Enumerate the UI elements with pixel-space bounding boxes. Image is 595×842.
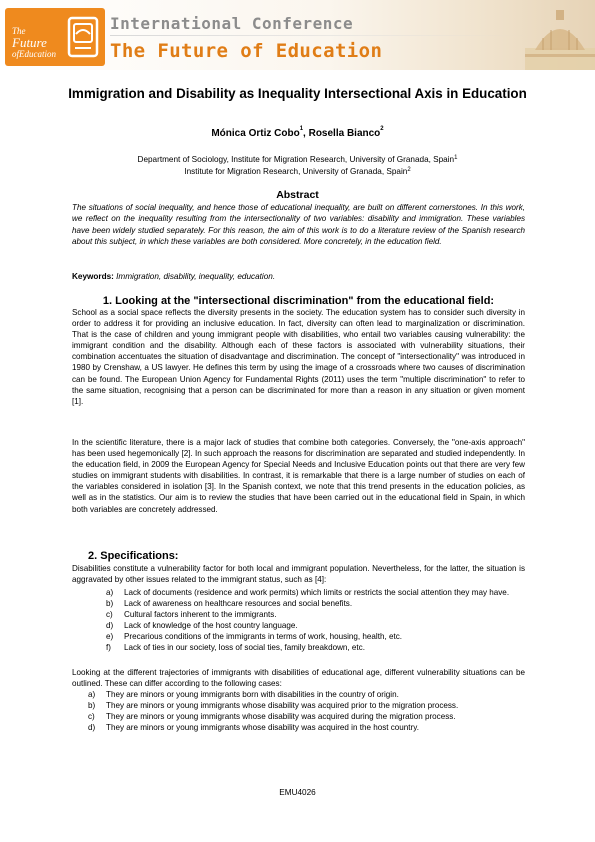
conference-banner	[0, 0, 595, 70]
affiliation-text: Institute for Migration Research, University of Granada, Spain	[184, 167, 408, 176]
list-item	[106, 620, 525, 631]
trajectory-cases-list	[88, 689, 525, 733]
list-marker: d)	[106, 621, 114, 631]
abstract-heading: Abstract	[276, 189, 319, 201]
author-list	[60, 128, 535, 139]
list-item-text: Lack of knowledge of the host country language.	[124, 621, 298, 631]
keywords-value: Immigration, disability, inequality, education.	[116, 272, 276, 281]
list-item-text: They are minors or young immigrants whose disability was acquired prior to the migration process.	[106, 701, 459, 711]
list-marker: b)	[106, 599, 114, 609]
section-1-paragraph-1: School as a social space reflects the diversity presents in the society. The education system has to consider such diversity in order to address it for providing an inclusive education. In fact, diversity can often lead to marginalization or discrimination. That is the case of children and young immigrant people with disabilities, who entail two variables causing vulnerability: the immigrant condition and the disability. Although each of these factors is associated with vulnerability situations, their combination accentuates the situation of disadvantage and discrimination. The concept of "intersectionality" was introduced in 1980 by Crenshaw, a US lawyer. He defines this term by using the image of a crossroads where two causes of discrimination can be found. The European Union Agency for Fundamental Rights (2011) uses the term "multiple discrimination" to refer to the same situation, recognising that a person can be discriminated for more than a reason in any situation or given moment [1].	[72, 308, 525, 406]
abstract-body: The situations of social inequality, and hence those of educational inequality, are built on different cornerstones. In this work, we reflect on the inequality resulting from the intersectionality of two variables: disability and immigration. These variables have been widely studied separately. For this reason, the aim of this work is to do a literature review of the Spanish research about this subject, in which these variables are both considered. More concretely, in the education field.	[72, 203, 525, 246]
list-item-text: Lack of ties in our society, loss of social ties, family breakdown, etc.	[124, 643, 365, 653]
list-item	[106, 587, 525, 598]
list-item-text: Lack of awareness on healthcare resources and social benefits.	[124, 599, 353, 609]
list-item	[106, 631, 525, 642]
list-item	[106, 609, 525, 620]
author-name: Rosella Bianco	[308, 128, 381, 139]
section-2-paragraph-1: Disabilities constitute a vulnerability factor for both local and immigrant population. Nevertheless, for the latter, the situation is aggravated by other issues related to the immigrant status, such as [4]:	[72, 564, 525, 585]
list-item-text: They are minors or young immigrants whose disability was acquired in the host country.	[106, 723, 419, 733]
affiliation-text: Department of Sociology, Institute for Migration Research, University of Granada, Spain	[137, 155, 455, 164]
affiliations	[60, 154, 535, 178]
immigrant-issues-list	[106, 587, 525, 654]
list-item-text: They are minors or young immigrants born with disabilities in the country of origin.	[106, 690, 399, 699]
list-marker: a)	[106, 588, 114, 597]
keywords-label: Keywords:	[72, 272, 114, 281]
conference-theme: The Future of Education	[110, 40, 383, 62]
list-marker: b)	[88, 701, 96, 711]
list-item	[106, 642, 525, 653]
list-marker: c)	[106, 610, 113, 620]
list-item-text: They are minors or young immigrants whose disability was acquired during the migration process.	[106, 712, 456, 722]
affiliation	[60, 154, 535, 166]
section-1-heading: 1. Looking at the "intersectional discrimination" from the educational field:	[102, 295, 495, 307]
affiliation	[60, 166, 535, 178]
list-item-text: Lack of documents (residence and work permits) which limits or restricts the social attention they may have.	[124, 588, 510, 597]
conference-logo	[5, 8, 105, 66]
logo-text	[12, 26, 72, 59]
author-name: Mónica Ortiz Cobo	[211, 128, 300, 139]
list-item-text: Cultural factors inherent to the immigrants.	[124, 610, 277, 620]
paper-title: Immigration and Disability as Inequality Intersectional Axis in Education	[68, 86, 527, 101]
section-2-heading: 2. Specifications:	[88, 550, 179, 562]
book-icon	[67, 16, 99, 58]
affiliation-sup: 2	[407, 167, 411, 173]
banner-divider	[110, 35, 530, 36]
section-1-paragraph-2: In the scientific literature, there is a major lack of studies that combine both categories. Conversely, the "one-axis approach" has been used hegemonically [2]. In such approach the reasons for discrimination are separated and studied independently. In the education field, in 2009 the European Agency for Special Needs and Inclusive Education points out that there are very few studies on immigrant students with disabilities. In contrast, it is remarkable that there is a large number of studies on each of the variables considered in isolation [3]. In the Spanish context, we note that this trend presents in the education policies, as well as in the statistics. Our aim is to review the studies that have been carried out in the educational field in Spain, in which both variables are concretely addressed.	[72, 438, 525, 514]
keywords	[72, 272, 525, 281]
author-separator: ,	[303, 128, 309, 139]
logo-line-2: Future	[12, 35, 47, 50]
list-marker: a)	[88, 690, 96, 699]
author-sup: 2	[380, 126, 384, 132]
list-item	[88, 711, 525, 722]
list-item	[106, 598, 525, 609]
author-sup: 1	[299, 126, 304, 132]
list-marker: e)	[106, 632, 114, 642]
list-item	[88, 700, 525, 711]
list-marker: c)	[88, 712, 95, 722]
list-item	[88, 689, 525, 700]
list-marker: d)	[88, 723, 96, 733]
logo-line-1: The	[12, 26, 26, 36]
affiliation-sup: 1	[454, 155, 458, 161]
logo-line-3: ofEducation	[12, 49, 56, 59]
cathedral-dome-image	[525, 0, 595, 70]
list-item-text: Precarious conditions of the immigrants in terms of work, housing, health, etc.	[124, 632, 403, 642]
section-2-paragraph-2: Looking at the different trajectories of immigrants with disabilities of educational age, different vulnerability situations can be outlined. These can differ according to the following cases:	[72, 668, 525, 689]
list-marker: f)	[106, 643, 111, 653]
list-item	[88, 722, 525, 733]
conference-name: International Conference	[110, 14, 354, 33]
page-footer-code: EMU4026	[279, 788, 316, 797]
